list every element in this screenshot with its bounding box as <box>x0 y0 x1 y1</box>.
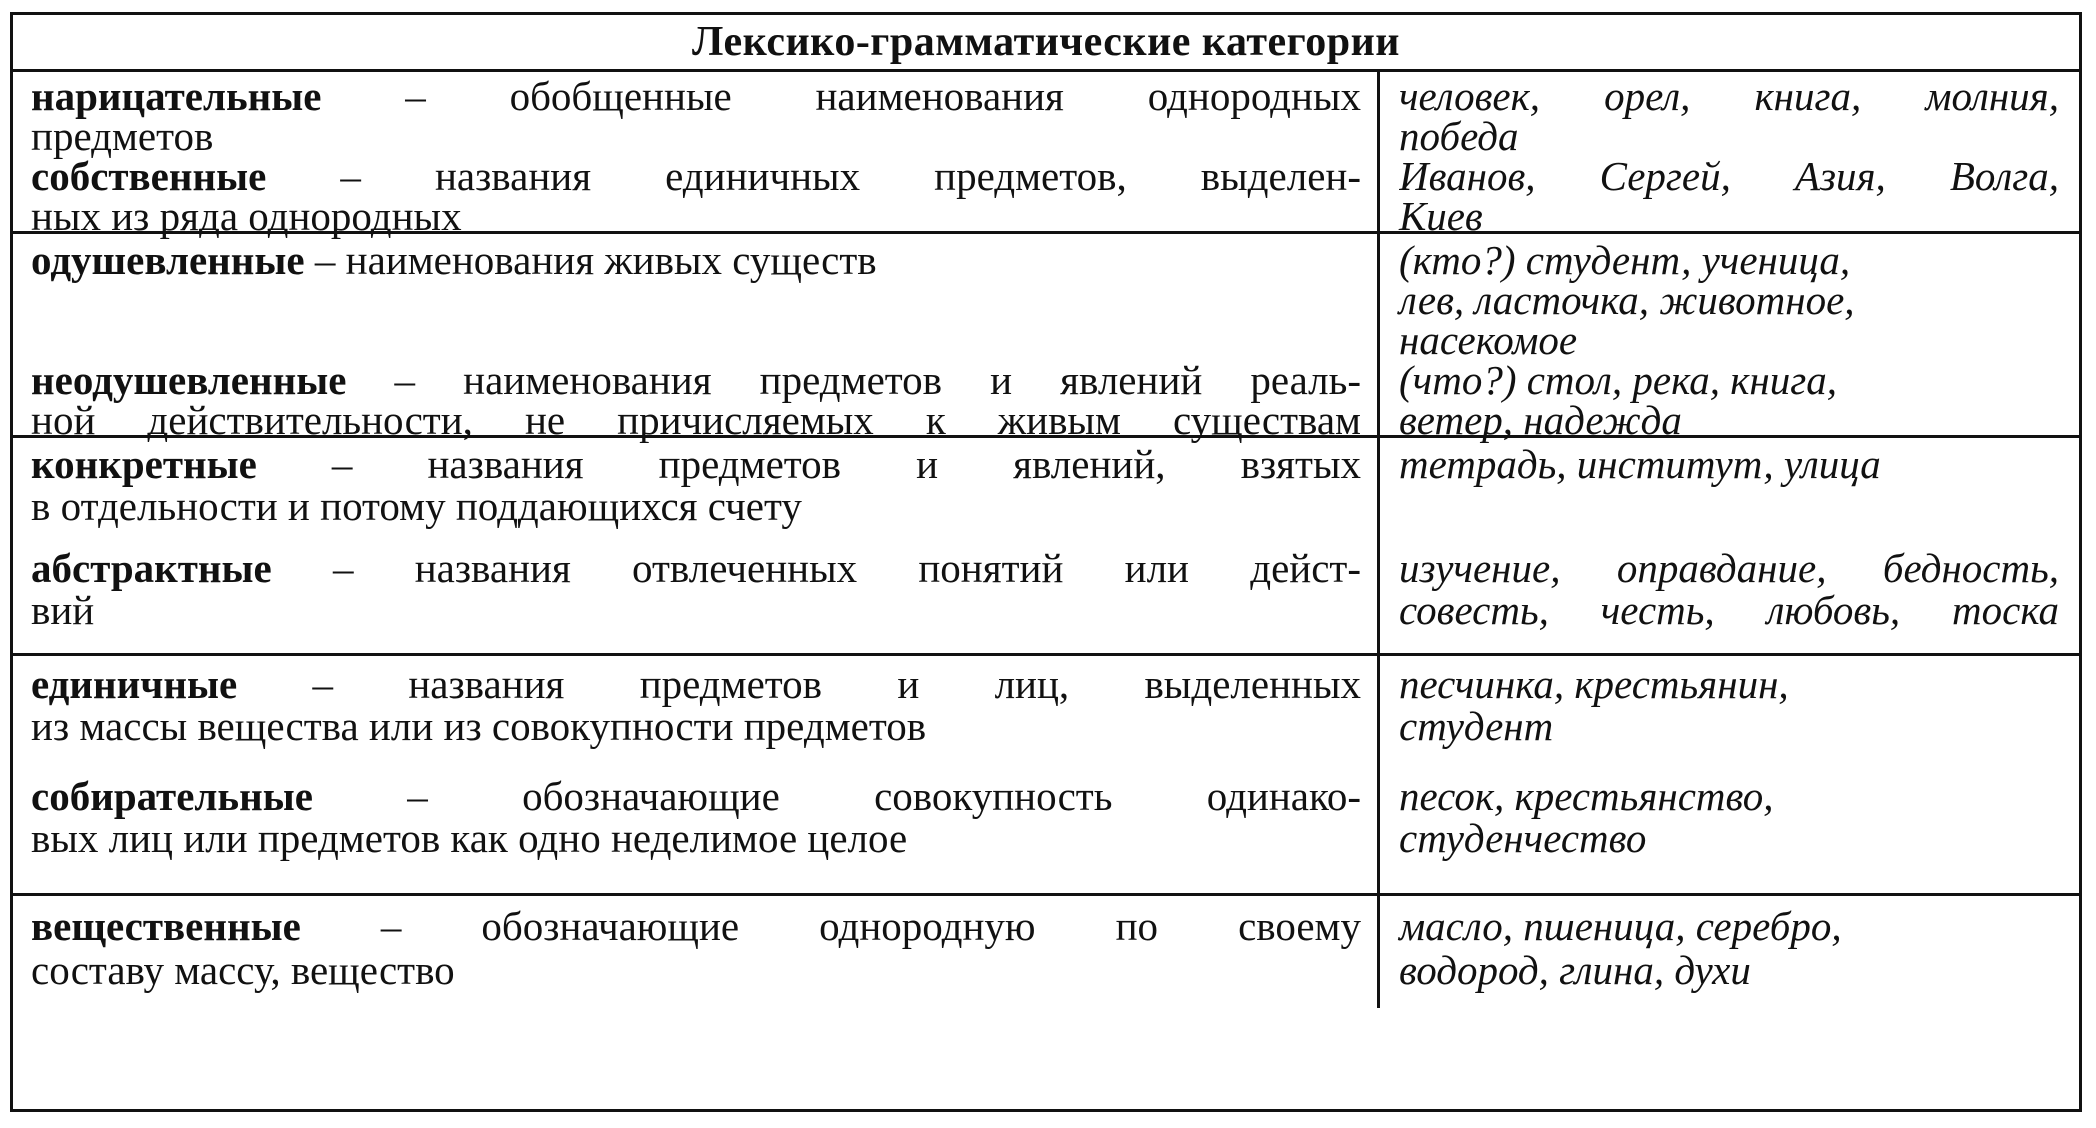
table-body <box>13 72 2079 1008</box>
example-line: человек, орел, книга, молния, <box>1399 76 2059 119</box>
example-line: (что?) стол, река, книга, <box>1399 357 1838 403</box>
table-row <box>13 72 2079 239</box>
category-term: вещественные <box>31 906 301 949</box>
example-line: студенчество <box>1399 815 1647 861</box>
table-row <box>13 896 2079 1008</box>
definition-text: – обобщенные наименования однородных <box>321 76 1361 119</box>
definition-text: – наименования живых существ <box>304 237 877 283</box>
example-line: (кто?) студент, ученица, <box>1399 237 1851 283</box>
example-line: песок, крестьянство, <box>1399 773 1774 819</box>
category-term: абстрактные <box>31 548 272 591</box>
definition-text: – наименования предметов и явлений реаль- <box>346 360 1361 403</box>
category-term: нарицательные <box>31 76 322 119</box>
definition-line: вий <box>31 587 95 633</box>
category-term: собственные <box>31 156 267 199</box>
column-divider <box>1377 896 1380 1008</box>
example-line: Киев <box>1399 193 1483 239</box>
example-line: ветер, надежда <box>1399 397 1682 443</box>
definition-line: из массы вещества или из совокупности предметов <box>31 703 927 749</box>
example-line: победа <box>1399 113 1519 159</box>
definition-line <box>31 548 1361 594</box>
definition-text: – названия предметов и явлений, взятых <box>256 444 1361 487</box>
example-line: насекомое <box>1399 317 1578 363</box>
definition-line: в отдельности и потому поддающихся счету <box>31 483 802 529</box>
categories-table <box>10 12 2082 1112</box>
category-term: неодушевленные <box>31 360 347 403</box>
example-line: песчинка, крестьянин, <box>1399 661 1789 707</box>
category-term: одушевленные <box>31 237 305 283</box>
column-divider <box>1377 72 1380 231</box>
column-divider <box>1377 234 1380 435</box>
definition-text: – названия единичных предметов, выделен- <box>266 156 1361 199</box>
table-row <box>13 438 2079 656</box>
example-line: водород, глина, духи <box>1399 947 1751 993</box>
example-line: изучение, оправдание, бедность, <box>1399 548 2059 591</box>
definition-text: – названия отвлеченных понятий или дейст- <box>271 548 1361 591</box>
category-term: конкретные <box>31 444 257 487</box>
table-row <box>13 234 2079 443</box>
definition-line: составу массу, вещество <box>31 947 455 993</box>
category-term: собирательные <box>31 776 313 819</box>
column-divider <box>1377 438 1380 653</box>
example-line: тетрадь, институт, улица <box>1399 441 1881 487</box>
example-line: лев, ласточка, животное, <box>1399 277 1855 323</box>
definition-text: – названия предметов и лиц, выделенных <box>237 664 1361 707</box>
definition-line <box>31 237 877 283</box>
table-title: Лексико-грамматические категории <box>13 15 2079 72</box>
definition-text: – обозначающие совокупность одинако- <box>312 776 1361 819</box>
category-term: единичные <box>31 664 238 707</box>
definition-line <box>31 906 1361 952</box>
column-divider <box>1377 656 1380 893</box>
table-row <box>13 656 2079 896</box>
definition-text: – обозначающие однородную по своему <box>300 906 1361 949</box>
definition-line: ной действительности, не причисляемых к живым существам <box>31 400 1361 443</box>
definition-line: ных из ряда однородных <box>31 193 462 239</box>
definition-line: вых лиц или предметов как одно неделимое целое <box>31 815 908 861</box>
example-line: студент <box>1399 703 1554 749</box>
definition-line <box>31 76 1361 122</box>
example-line: совесть, честь, любовь, тоска <box>1399 590 2059 633</box>
example-line: Иванов, Сергей, Азия, Волга, <box>1399 156 2059 199</box>
example-line: масло, пшеница, серебро, <box>1399 903 1842 949</box>
definition-line: предметов <box>31 113 214 159</box>
